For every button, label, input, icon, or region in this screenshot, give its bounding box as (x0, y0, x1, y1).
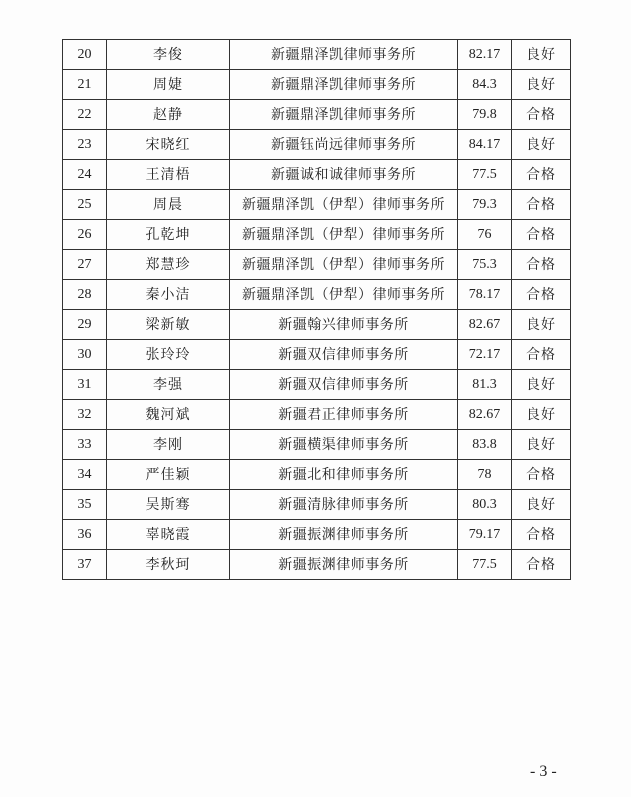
score-cell: 81.3 (458, 370, 512, 400)
lawyer-name-cell: 辜晓霞 (107, 520, 230, 550)
table-row (63, 280, 571, 310)
law-firm-cell: 新疆鼎泽凯律师事务所 (230, 100, 458, 130)
row-number-cell: 29 (63, 310, 107, 340)
score-cell: 72.17 (458, 340, 512, 370)
row-number-cell: 35 (63, 490, 107, 520)
score-cell: 76 (458, 220, 512, 250)
row-number-cell: 33 (63, 430, 107, 460)
table-row (63, 100, 571, 130)
law-firm-cell: 新疆振渊律师事务所 (230, 520, 458, 550)
lawyer-name-cell: 周婕 (107, 70, 230, 100)
score-cell: 84.3 (458, 70, 512, 100)
table-row (63, 400, 571, 430)
law-firm-cell: 新疆横渠律师事务所 (230, 430, 458, 460)
lawyer-name-cell: 李强 (107, 370, 230, 400)
law-firm-cell: 新疆鼎泽凯（伊犁）律师事务所 (230, 250, 458, 280)
lawyer-name-cell: 孔乾坤 (107, 220, 230, 250)
grade-cell: 良好 (512, 130, 571, 160)
score-cell: 77.5 (458, 160, 512, 190)
score-cell: 82.67 (458, 310, 512, 340)
law-firm-cell: 新疆翰兴律师事务所 (230, 310, 458, 340)
row-number-cell: 27 (63, 250, 107, 280)
law-firm-cell: 新疆鼎泽凯（伊犁）律师事务所 (230, 280, 458, 310)
law-firm-cell: 新疆君正律师事务所 (230, 400, 458, 430)
grade-cell: 合格 (512, 550, 571, 580)
grade-cell: 合格 (512, 100, 571, 130)
grade-cell: 合格 (512, 220, 571, 250)
table-row (63, 130, 571, 160)
law-firm-cell: 新疆鼎泽凯（伊犁）律师事务所 (230, 190, 458, 220)
lawyer-name-cell: 周晨 (107, 190, 230, 220)
grade-cell: 良好 (512, 70, 571, 100)
grade-cell: 合格 (512, 190, 571, 220)
row-number-cell: 24 (63, 160, 107, 190)
grade-cell: 合格 (512, 520, 571, 550)
law-firm-cell: 新疆振渊律师事务所 (230, 550, 458, 580)
lawyer-name-cell: 张玲玲 (107, 340, 230, 370)
score-cell: 78 (458, 460, 512, 490)
table-row (63, 160, 571, 190)
lawyer-name-cell: 赵静 (107, 100, 230, 130)
row-number-cell: 34 (63, 460, 107, 490)
score-cell: 77.5 (458, 550, 512, 580)
lawyer-name-cell: 严佳颖 (107, 460, 230, 490)
lawyer-name-cell: 魏河斌 (107, 400, 230, 430)
row-number-cell: 28 (63, 280, 107, 310)
table-row (63, 70, 571, 100)
score-cell: 79.3 (458, 190, 512, 220)
row-number-cell: 30 (63, 340, 107, 370)
row-number-cell: 25 (63, 190, 107, 220)
grade-cell: 良好 (512, 490, 571, 520)
table-row (63, 520, 571, 550)
table-row (63, 490, 571, 520)
law-firm-cell: 新疆钰尚远律师事务所 (230, 130, 458, 160)
grade-cell: 合格 (512, 460, 571, 490)
law-firm-cell: 新疆鼎泽凯律师事务所 (230, 70, 458, 100)
grade-cell: 良好 (512, 400, 571, 430)
lawyer-name-cell: 宋晓红 (107, 130, 230, 160)
row-number-cell: 23 (63, 130, 107, 160)
lawyer-assessment-table (62, 39, 571, 580)
lawyer-name-cell: 李刚 (107, 430, 230, 460)
row-number-cell: 26 (63, 220, 107, 250)
lawyer-name-cell: 郑慧珍 (107, 250, 230, 280)
table-row (63, 460, 571, 490)
row-number-cell: 36 (63, 520, 107, 550)
table-row (63, 310, 571, 340)
lawyer-name-cell: 王清梧 (107, 160, 230, 190)
table-row (63, 550, 571, 580)
table-body (63, 40, 571, 580)
grade-cell: 合格 (512, 160, 571, 190)
grade-cell: 良好 (512, 370, 571, 400)
law-firm-cell: 新疆鼎泽凯律师事务所 (230, 40, 458, 70)
law-firm-cell: 新疆清脉律师事务所 (230, 490, 458, 520)
row-number-cell: 21 (63, 70, 107, 100)
score-cell: 79.8 (458, 100, 512, 130)
score-cell: 83.8 (458, 430, 512, 460)
law-firm-cell: 新疆诚和诚律师事务所 (230, 160, 458, 190)
grade-cell: 合格 (512, 250, 571, 280)
grade-cell: 合格 (512, 280, 571, 310)
table-row (63, 370, 571, 400)
grade-cell: 良好 (512, 40, 571, 70)
table-row (63, 40, 571, 70)
law-firm-cell: 新疆北和律师事务所 (230, 460, 458, 490)
lawyer-name-cell: 梁新敏 (107, 310, 230, 340)
score-cell: 80.3 (458, 490, 512, 520)
row-number-cell: 37 (63, 550, 107, 580)
row-number-cell: 32 (63, 400, 107, 430)
table-row (63, 250, 571, 280)
lawyer-name-cell: 李俊 (107, 40, 230, 70)
score-cell: 78.17 (458, 280, 512, 310)
score-cell: 82.17 (458, 40, 512, 70)
row-number-cell: 22 (63, 100, 107, 130)
lawyer-name-cell: 秦小洁 (107, 280, 230, 310)
lawyer-name-cell: 李秋珂 (107, 550, 230, 580)
score-cell: 75.3 (458, 250, 512, 280)
score-cell: 84.17 (458, 130, 512, 160)
grade-cell: 良好 (512, 310, 571, 340)
table-row (63, 220, 571, 250)
page-number: - 3 - (530, 763, 557, 780)
law-firm-cell: 新疆双信律师事务所 (230, 340, 458, 370)
law-firm-cell: 新疆鼎泽凯（伊犁）律师事务所 (230, 220, 458, 250)
lawyer-name-cell: 吴斯骞 (107, 490, 230, 520)
grade-cell: 合格 (512, 340, 571, 370)
table-row (63, 430, 571, 460)
grade-cell: 良好 (512, 430, 571, 460)
row-number-cell: 20 (63, 40, 107, 70)
table-row (63, 190, 571, 220)
score-cell: 82.67 (458, 400, 512, 430)
row-number-cell: 31 (63, 370, 107, 400)
law-firm-cell: 新疆双信律师事务所 (230, 370, 458, 400)
table-row (63, 340, 571, 370)
score-cell: 79.17 (458, 520, 512, 550)
